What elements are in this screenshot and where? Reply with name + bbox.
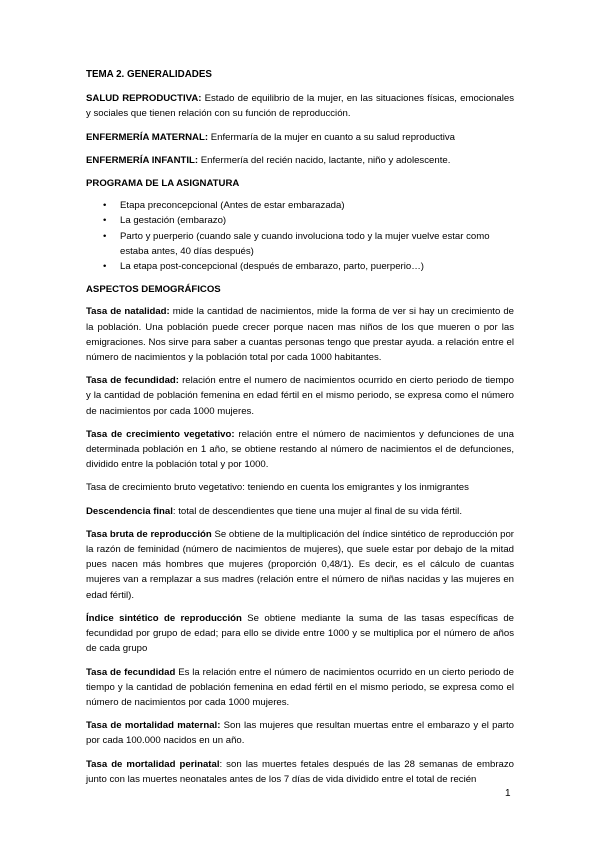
entry-text: : son las muertes fetales después de las 28 semanas de embrazo junto con las muertes neonatales antes de los 7 días de vida dividido entre el total de recién <box>86 758 514 785</box>
entry-term: Tasa de fecundidad <box>86 666 176 678</box>
demographic-entry <box>86 718 514 748</box>
demographic-entry <box>86 757 514 787</box>
entry-term: Tasa de crecimiento vegetativo: <box>86 428 235 440</box>
program-list-item <box>86 229 514 259</box>
definition-salud-reproductiva <box>86 91 514 121</box>
program-list-item <box>86 213 514 228</box>
entry-term: Tasa de mortalidad maternal: <box>86 720 221 732</box>
program-list-item <box>86 259 514 274</box>
demographic-entry <box>86 665 514 711</box>
entry-term: Tasa de mortalidad perinatal <box>86 758 220 770</box>
demographic-entry <box>86 427 514 473</box>
entry-text: mide la cantidad de nacimientos, mide la forma de ver si hay un crecimiento de la población. Una población puede crecer porque nacen mas niños de los que mueren o por las emigraciones. Nos sirve para saber a cuantas personas tengo que prestar ayuda. a relación entre el número de nacimientos y la población total por cada 1000 habitantes. <box>86 306 514 364</box>
bullet-icon: • <box>103 200 107 212</box>
demographic-entry <box>86 373 514 419</box>
entry-term: Tasa bruta de reproducción <box>86 528 212 540</box>
program-list-item <box>86 198 514 213</box>
program-item-text: La gestación (embarazo) <box>120 215 227 227</box>
program-list <box>86 198 514 274</box>
definition-text: Enfermería del recién nacido, lactante, niño y adolescente. <box>198 154 451 166</box>
entry-text: relación entre el número de nacimientos y defunciones de una determinada población en 1 año, se obtiene restando al número de nacimientos el de defunciones, dividido entre la población total y por 1000. <box>86 428 514 471</box>
demographic-entry <box>86 527 514 603</box>
entry-term: Tasa de natalidad: <box>86 306 170 318</box>
definition-text: Estado de equilibrio de la mujer, en las situaciones físicas, emocionales y sociales que tienen relación con su función de reproducción. <box>86 93 514 120</box>
demographic-entry <box>86 304 514 365</box>
program-item-text: Parto y puerperio (cuando sale y cuando involuciona todo y la mujer vuelve estar como estaba antes, 40 días después) <box>120 230 490 257</box>
entry-text: Tasa de crecimiento bruto vegetativo: teniendo en cuenta los emigrantes y los inmigrantes <box>86 482 469 494</box>
entry-term: Índice sintético de reproducción <box>86 612 242 624</box>
program-item-text: La etapa post-concepcional (después de embarazo, parto, puerperio…) <box>120 261 424 273</box>
definition-term: SALUD REPRODUCTIVA: <box>86 93 202 105</box>
demographic-entry <box>86 611 514 657</box>
definition-text: Enfermaría de la mujer en cuanto a su salud reproductiva <box>208 131 455 143</box>
entry-text: Es la relación entre el número de nacimientos ocurrido en un cierto periodo de tiempo y la cantidad de población femenina en edad fértil en el mismo periodo, se expresa como el número de nacimientos por cada 1000 mujeres. <box>86 666 514 708</box>
entry-text: relación entre el numero de nacimientos ocurrido en cierto periodo de tiempo y la cantidad de población femenina en edad fértil en el mismo periodo, se expresa como el número de nacimientos por cada 1000 mujeres. <box>86 375 515 417</box>
document-title: TEMA 2. GENERALIDADES <box>86 69 212 80</box>
program-item-text: Etapa preconcepcional (Antes de estar embarazada) <box>120 200 345 212</box>
bullet-icon: • <box>103 230 107 242</box>
definition-enfermeria-infantil <box>86 153 514 168</box>
bullet-icon: • <box>103 261 107 273</box>
definition-term: ENFERMERÍA MATERNAL: <box>86 131 209 143</box>
entry-text: : total de descendientes que tiene una mujer al final de su vida fértil. <box>172 505 462 517</box>
program-heading: PROGRAMA DE LA ASIGNATURA <box>86 178 240 190</box>
entry-term: Tasa de fecundidad: <box>86 375 179 387</box>
demographic-entry <box>86 504 514 519</box>
definition-term: ENFERMERÍA INFANTIL: <box>86 154 199 166</box>
entry-text: Se obtiene de la multiplicación del índice sintético de reproducción por la razón de feminidad (número de nacimientos de mujeres), que suele estar por debajo de la mitad pues nacen más hombres que mujeres (proporción 0,48/1). Es decir, es el cálculo de cuantas mujeres van a remplazar a sus madres (relación entre el número de niñas nacidas y las mujeres en edad fértil). <box>86 528 514 601</box>
entry-text: Son las mujeres que resultan muertas entre el embarazo y el parto por cada 100.000 nacidos en un año. <box>86 720 514 747</box>
bullet-icon: • <box>103 215 107 227</box>
entry-text: Se obtiene mediante la suma de las tasas específicas de fecundidad por grupo de edad; para ello se divide entre 1000 y se multiplica por el número de años de cada grupo <box>86 612 514 655</box>
demographics-heading: ASPECTOS DEMOGRÁFICOS <box>86 284 221 296</box>
page-number: 1 <box>505 788 511 799</box>
demographic-entry <box>86 480 514 495</box>
entry-term: Descendencia final <box>86 505 173 517</box>
page-content <box>86 67 514 795</box>
definition-enfermeria-maternal <box>86 130 514 145</box>
